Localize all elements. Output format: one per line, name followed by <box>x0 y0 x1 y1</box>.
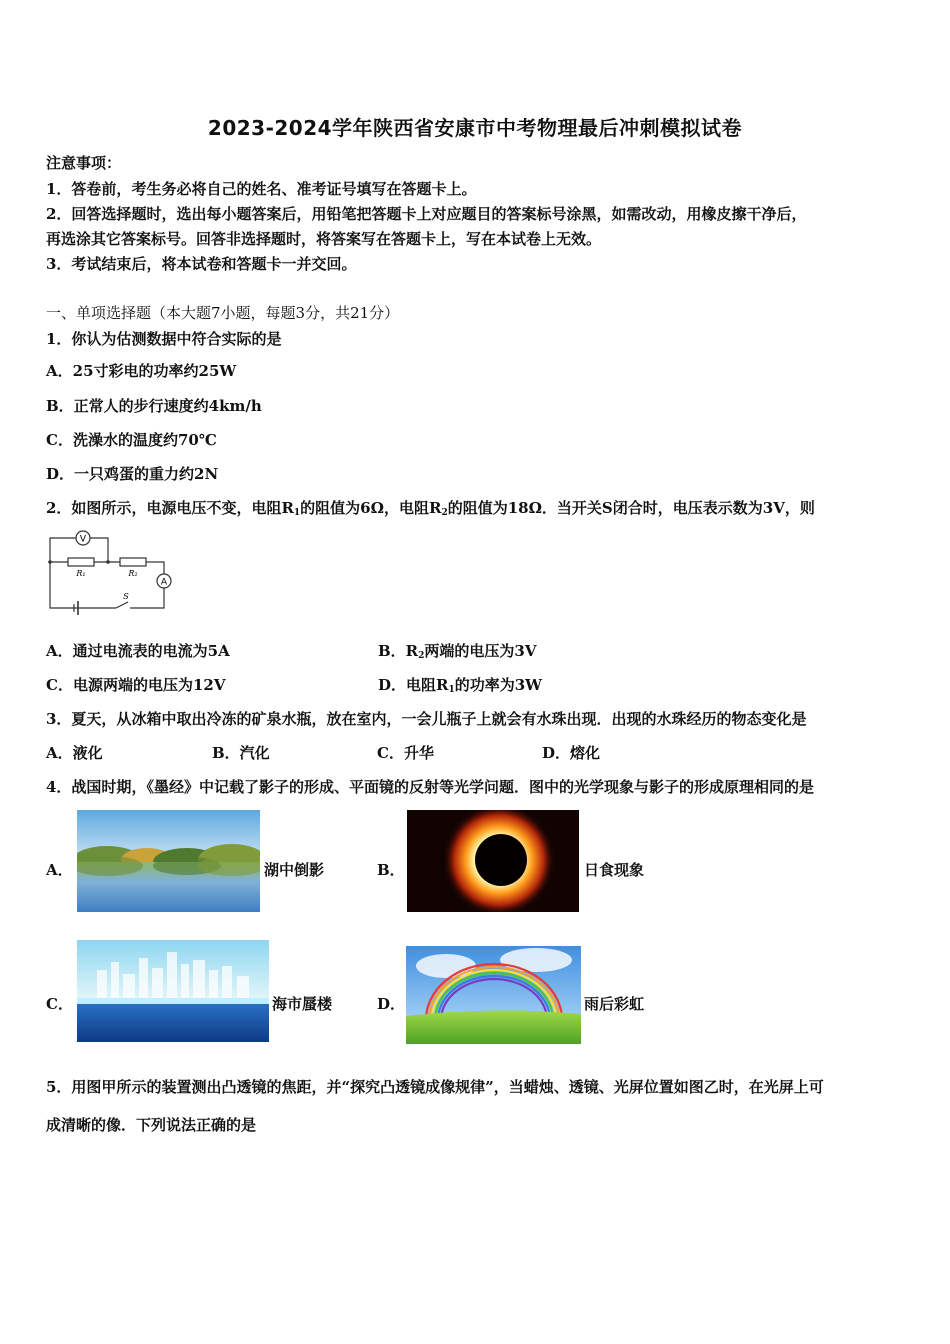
circuit-diagram <box>46 528 176 616</box>
q2-option-c: C．电源两端的电压为12V <box>46 676 226 694</box>
q4-stem: 4．战国时期，《墨经》中记载了影子的形成、平面镜的反射等光学问题．图中的光学现象与影子的形成原理相同的是 <box>46 778 814 796</box>
voltmeter-label: V <box>79 534 87 545</box>
q1-option-b: B．正常人的步行速度约4km/h <box>46 397 262 415</box>
switch-icon <box>116 602 128 608</box>
resistor-r1 <box>68 558 94 566</box>
q2-option-part: B．R <box>378 642 419 660</box>
q4-option-d-caption: 雨后彩虹 <box>584 995 645 1013</box>
solar-eclipse-image <box>407 810 579 912</box>
q2-stem-part: 的阻值为18Ω．当开关S闭合时，电压表示数为3V，则 <box>447 499 815 517</box>
q2-option-b <box>378 640 537 661</box>
q3-stem: 3．夏天，从冰箱中取出冷冻的矿泉水瓶，放在室内，一会儿瓶子上就会有水珠出现．出现的水珠经历的物态变化是 <box>46 710 807 728</box>
q1-option-c: C．洗澡水的温度约70℃ <box>46 431 217 449</box>
q2-option-part: D．电阻R <box>378 676 449 694</box>
q2-subscript: 2 <box>418 651 425 661</box>
q5-stem-line1: 5．用图甲所示的装置测出凸透镜的焦距，并“探究凸透镜成像规律”，当蜡烛、透镜、光屏位置如图乙时，在光屏上可 <box>46 1078 824 1096</box>
q4-option-d-letter: D． <box>377 995 406 1013</box>
q2-subscript: 2 <box>441 508 448 518</box>
q4-option-b-caption: 日食现象 <box>584 861 645 879</box>
q2-option-d <box>378 674 542 695</box>
q2-stem-part: 的阻值为6Ω，电阻R <box>300 499 442 517</box>
notice-item: 1．答卷前，考生务必将自己的姓名、准考证号填写在答题卡上。 <box>46 180 477 198</box>
section-heading: 一、单项选择题（本大题7小题，每题3分，共21分） <box>46 304 400 322</box>
rainbow-image <box>406 946 581 1044</box>
q3-option-c: C．升华 <box>377 744 434 762</box>
q5-stem-line2: 成清晰的像．下列说法正确的是 <box>46 1116 257 1134</box>
q1-option-d: D．一只鸡蛋的重力约2N <box>46 465 219 483</box>
q1-option-a: A．25寸彩电的功率约25W <box>46 362 237 380</box>
notice-heading: 注意事项： <box>46 154 122 172</box>
notice-item: 再选涂其它答案标号。回答非选择题时，将答案写在答题卡上，写在本试卷上无效。 <box>46 230 602 248</box>
q2-option-part: 的功率为3W <box>454 676 543 694</box>
q2-subscript: 1 <box>293 508 301 518</box>
resistor-r2 <box>120 558 146 566</box>
mirage-image <box>77 940 269 1042</box>
switch-label: S <box>123 592 129 601</box>
q3-option-b: B．汽化 <box>212 744 270 762</box>
ammeter-label: A <box>160 577 168 588</box>
q2-stem-part: 2．如图所示，电源电压不变，电阻R <box>46 499 294 517</box>
lake-reflection-image <box>77 810 260 912</box>
notice-item: 3．考试结束后，将本试卷和答题卡一并交回。 <box>46 255 357 273</box>
q1-stem: 1．你认为估测数据中符合实际的是 <box>46 330 282 348</box>
q2-stem <box>46 497 815 518</box>
q3-option-d: D．熔化 <box>542 744 601 762</box>
q2-option-part: 两端的电压为3V <box>424 642 537 660</box>
q2-option-a: A．通过电流表的电流为5A <box>46 642 230 660</box>
r2-label: R₂ <box>128 569 138 578</box>
q4-option-a-letter: A． <box>46 861 73 879</box>
r1-label: R₁ <box>76 569 86 578</box>
q2-subscript: 1 <box>448 685 455 695</box>
q4-option-b-letter: B． <box>377 861 405 879</box>
q4-option-c-letter: C． <box>46 995 73 1013</box>
q3-option-a: A．液化 <box>46 744 103 762</box>
notice-item: 2．回答选择题时，选出每小题答案后，用铅笔把答题卡上对应题目的答案标号涂黑，如需改动，用橡皮擦干净后， <box>46 205 807 223</box>
q4-option-c-caption: 海市蜃楼 <box>272 995 333 1013</box>
q4-option-a-caption: 湖中倒影 <box>264 861 325 879</box>
page-title: 2023-2024学年陕西省安康市中考物理最后冲刺模拟试卷 <box>207 116 743 140</box>
